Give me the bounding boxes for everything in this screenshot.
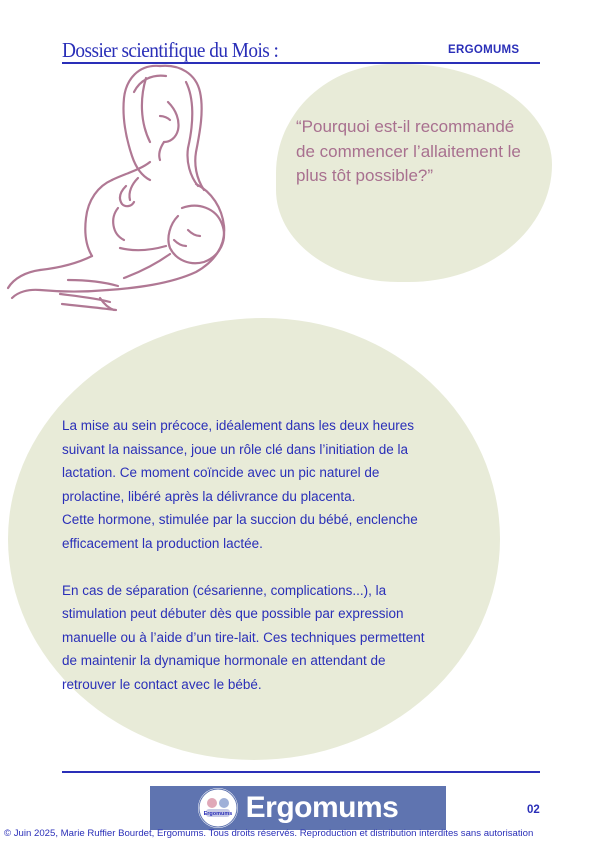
ergomums-banner [150, 786, 446, 830]
logo-text: Ergomums [203, 811, 233, 817]
header-brand: ERGOMUMS [448, 44, 520, 56]
article-paragraph-2: Cette hormone, stimulée par la succion du bébé, enclenche efficacement la production lactée. [62, 512, 418, 551]
page-number: 02 [527, 804, 540, 816]
article-body [62, 414, 442, 696]
banner-text: Ergomums [245, 791, 399, 824]
footer-divider [62, 771, 540, 773]
header-title: Dossier scientifique du Mois : [62, 38, 279, 62]
article-paragraph-1: La mise au sein précoce, idéalement dans les deux heures suivant la naissance, joue un rôle clé dans l’initiation de la lactation. Ce moment coïncide avec un pic naturel de prolactine, libéré après la délivrance du placenta. [62, 418, 414, 504]
ergomums-logo-icon [198, 788, 238, 828]
paragraph-spacer [62, 555, 442, 579]
question-text: “Pourquoi est-il recommandé de commencer l’allaitement le plus tôt possible?” [296, 117, 521, 185]
copyright-notice: © Juin 2025, Marie Ruffier Bourdet, Ergomums. Tous droits réservés. Reproduction et distribution interdites sans autorisation [4, 828, 534, 839]
breastfeeding-mother-illustration [0, 58, 275, 320]
article-paragraph-3: En cas de séparation (césarienne, complications...), la stimulation peut débuter dès que possible par expression manuelle ou à l’aide d’un tire-lait. Ces techniques permettent de maintenir la dynamique hormonale en attendant de retrouver le contact avec le bébé. [62, 582, 425, 692]
